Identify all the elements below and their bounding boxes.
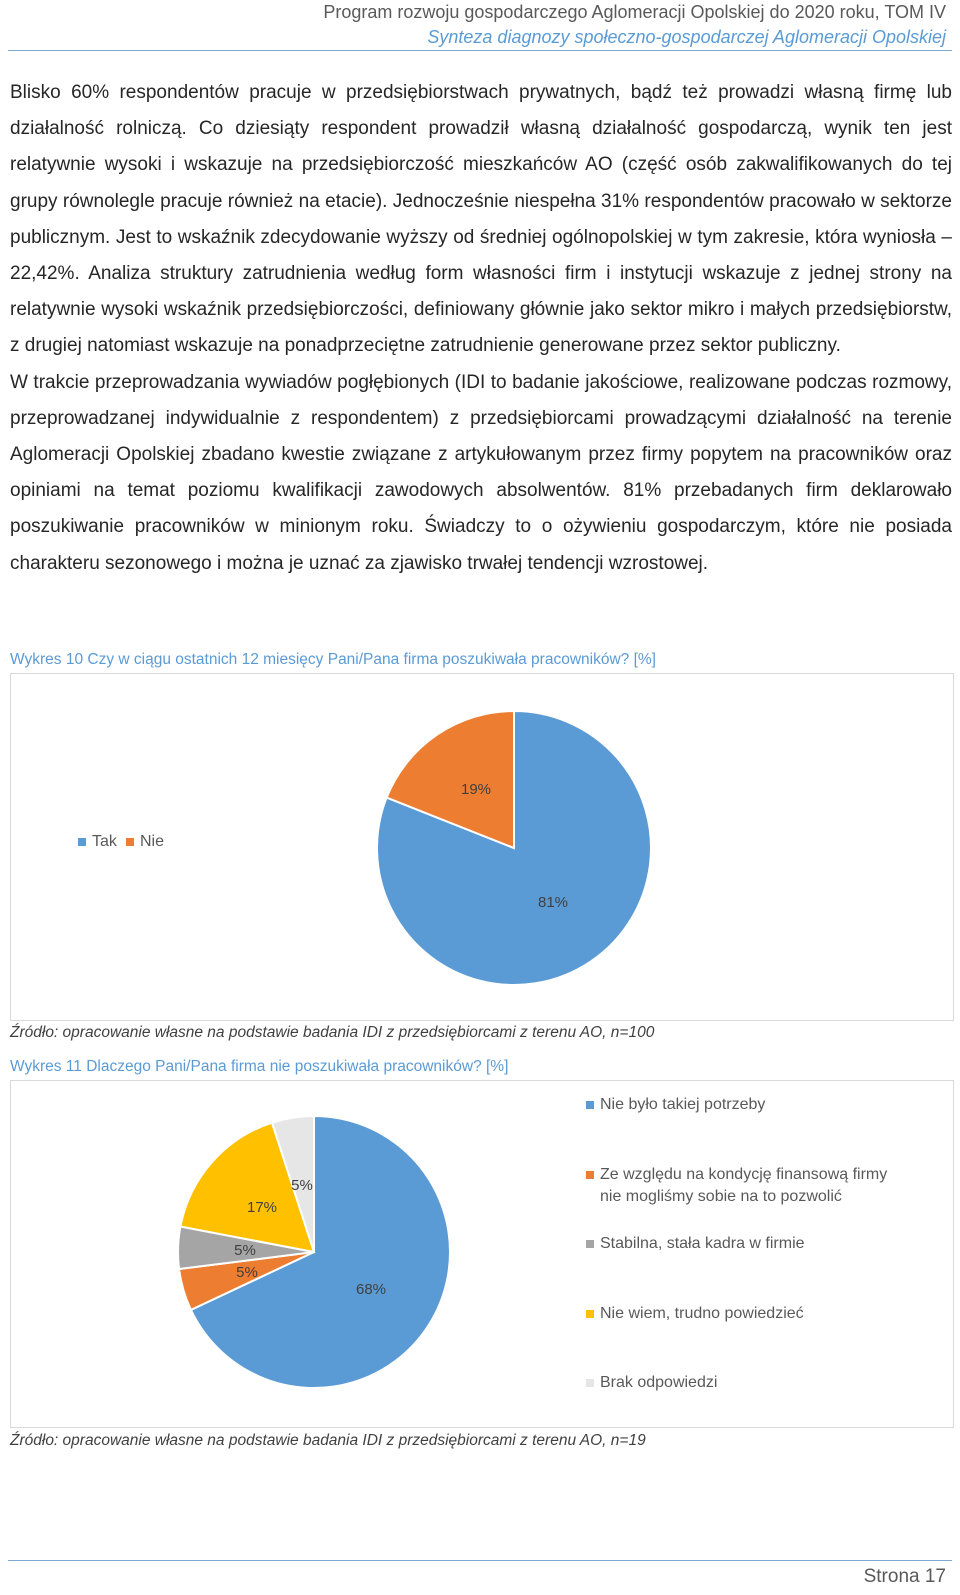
- legend-swatch: [586, 1310, 594, 1318]
- legend-label: Brak odpowiedzi: [600, 1374, 718, 1391]
- chart1-source: Źródło: opracowanie własne na podstawie badania IDI z przedsiębiorcami z terenu AO, n=100: [10, 1024, 655, 1041]
- legend-item-tak: [78, 833, 118, 850]
- legend-label: Nie wiem, trudno powiedzieć: [600, 1305, 804, 1322]
- legend-label: nie mogliśmy sobie na to pozwolić: [600, 1188, 842, 1205]
- chart1-container: [10, 673, 954, 1021]
- chart1-pie: [11, 674, 953, 1020]
- data-label: 5%: [236, 1264, 258, 1281]
- legend-label: Tak: [92, 833, 117, 850]
- legend-label: Nie: [140, 833, 165, 850]
- page-header: [323, 0, 946, 50]
- chart1-title: Wykres 10 Czy w ciągu ostatnich 12 miesięcy Pani/Pana firma poszukiwała pracowników? [%]: [10, 651, 656, 668]
- legend-item-nie-wiem-trudno-powiedziec: [586, 1305, 804, 1322]
- legend-swatch: [586, 1240, 594, 1248]
- legend-label: Nie było takiej potrzeby: [600, 1096, 766, 1113]
- legend-item-stabilna-sta-a-kadra-w-firmie: [586, 1235, 805, 1252]
- legend-swatch: [586, 1171, 594, 1179]
- footer-divider: [8, 1560, 952, 1561]
- chart2-title: Wykres 11 Dlaczego Pani/Pana firma nie poszukiwała pracowników? [%]: [10, 1058, 509, 1075]
- paragraph: Blisko 60% respondentów pracuje w przedsiębiorstwach prywatnych, bądź też prowadzi własną firmę lub działalność rolniczą. Co dziesiąty respondent prowadził własną działalność gospodarczą, wynik ten jest relatywnie wysoki i wskazuje na przedsiębiorczość mieszkańców AO (część osób zakwalifikowanych do tej grupy równolegle pracuje również na etacie). Jednocześnie niespełna 31% respondentów pracowało w sektorze publicznym. Jest to wskaźnik zdecydowanie wyższy od średniej ogólnopolskiej w tym zakresie, która wyniosła – 22,42%. Analiza struktury zatrudnienia według form własności firm i instytucji wskazuje z jednej strony na relatywnie wysoki wskaźnik przedsiębiorczości, definiowany głównie jako sektor mikro i małych przedsiębiorstw, z drugiej natomiast wskazuje na ponadprzeciętne zatrudnienie generowane przez sektor publiczny.: [10, 82, 952, 357]
- data-label: 68%: [355, 1281, 387, 1298]
- data-label: 81%: [537, 894, 569, 911]
- header-divider: [8, 50, 952, 51]
- legend-swatch: [78, 838, 86, 846]
- body-text: [10, 75, 952, 582]
- chart2-pie: [11, 1081, 953, 1427]
- document-subtitle: Synteza diagnozy społeczno-gospodarczej Aglomeracji Opolskiej: [427, 27, 946, 47]
- data-label: 5%: [234, 1242, 256, 1259]
- legend-item-ze-wzgle-du-na-kondycje-finansowa-firmy-nie-moglis-my-sobie-na-to-pozwolic: [586, 1166, 887, 1205]
- chart2-source: Źródło: opracowanie własne na podstawie badania IDI z przedsiębiorcami z terenu AO, n=19: [10, 1432, 646, 1449]
- document-title: Program rozwoju gospodarczego Aglomeracji Opolskiej do 2020 roku, TOM IV: [323, 2, 946, 22]
- chart2-container: [10, 1080, 954, 1428]
- data-label: 19%: [460, 781, 492, 798]
- legend-item-nie: [126, 833, 164, 850]
- paragraph: W trakcie przeprowadzania wywiadów pogłębionych (IDI to badanie jakościowe, realizowane podczas rozmowy, przeprowadzanej indywidualnie z respondentem) z przedsiębiorcami prowadzącymi działalność na terenie Aglomeracji Opolskiej zbadano kwestie związane z artykułowanym przez firmy popytem na pracowników oraz opiniami na temat poziomu kwalifikacji zawodowych absolwentów. 81% przebadanych firm deklarowało poszukiwanie pracowników w minionym roku. Świadczy to o ożywieniu gospodarczym, które nie posiada charakteru sezonowego i można je uznać za zjawisko trwałej tendencji wzrostowej.: [10, 371, 952, 574]
- legend-swatch: [586, 1101, 594, 1109]
- legend-label: Stabilna, stała kadra w firmie: [600, 1235, 805, 1252]
- data-label: 5%: [291, 1177, 313, 1194]
- legend-swatch: [586, 1379, 594, 1387]
- page-number: Strona 17: [863, 1566, 946, 1587]
- legend-label: Ze względu na kondycję finansową firmy: [600, 1166, 888, 1183]
- legend-item-nie-by-o-takiej-potrzeby: [586, 1096, 765, 1113]
- data-label: 17%: [246, 1199, 278, 1216]
- legend-swatch: [126, 838, 134, 846]
- legend-item-brak-odpowiedzi: [586, 1374, 717, 1391]
